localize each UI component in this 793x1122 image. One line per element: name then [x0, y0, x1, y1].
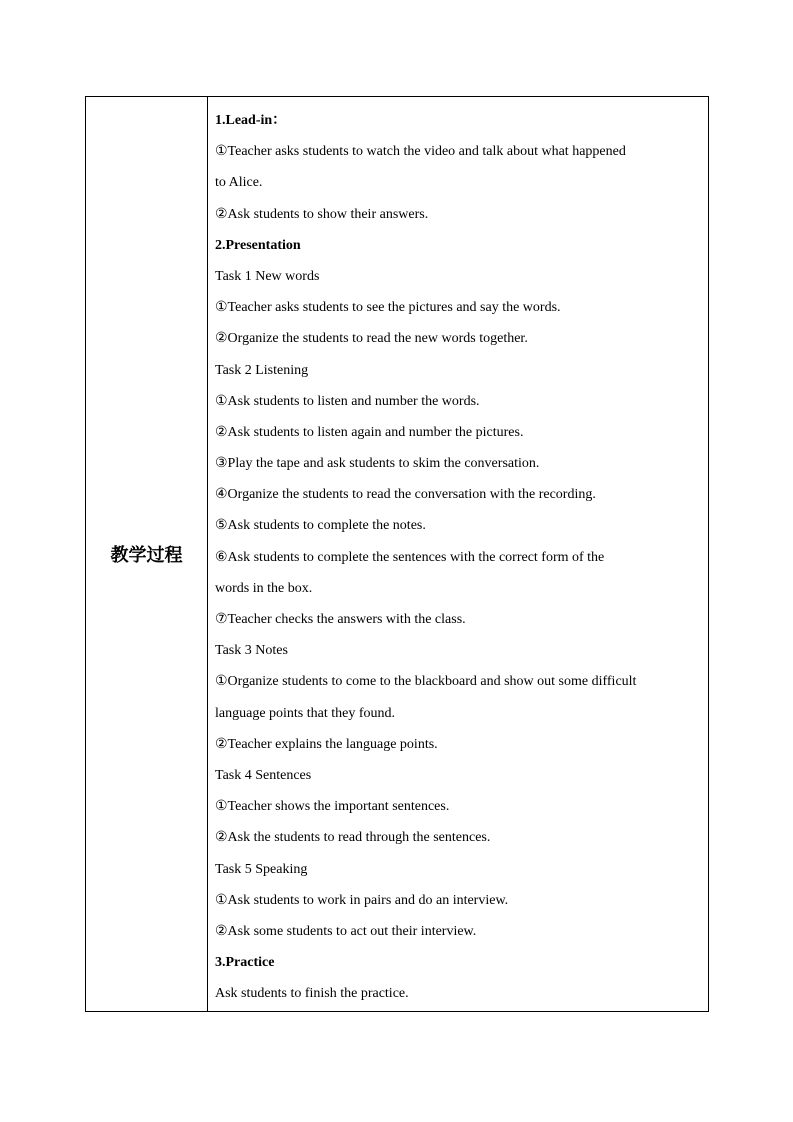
content-line: Task 5 Speaking	[215, 861, 308, 877]
content-line: ②Ask some students to act out their interview.	[215, 923, 477, 939]
content-line: ①Teacher asks students to watch the video and talk about what happened	[215, 144, 626, 160]
content-line: ①Teacher asks students to see the pictures and say the words.	[215, 300, 561, 316]
content-line: ②Ask students to listen again and number the pictures.	[215, 424, 524, 440]
content-line: Task 2 Listening	[215, 362, 309, 378]
content-line: ①Ask students to work in pairs and do an interview.	[215, 892, 509, 908]
content-line: Task 3 Notes	[215, 643, 288, 659]
content-line: language points that they found.	[215, 705, 396, 721]
row-label-cell	[86, 97, 208, 1011]
content-line: ⑦Teacher checks the answers with the class.	[215, 612, 466, 627]
content-cell	[208, 97, 708, 1011]
content-line: words in the box.	[215, 580, 313, 596]
content-line: Ask students to finish the practice.	[215, 986, 409, 1002]
content-line: ④Organize the students to read the conversation with the recording.	[215, 487, 596, 503]
section-heading: 1.Lead-in：	[215, 113, 287, 128]
content-line: ②Teacher explains the language points.	[215, 736, 438, 752]
teaching-process-table	[85, 96, 709, 1012]
content-line: ③Play the tape and ask students to skim the conversation.	[215, 456, 540, 472]
content-line: to Alice.	[215, 175, 263, 191]
content-line: ②Organize the students to read the new words together.	[215, 331, 528, 347]
content-line: Task 1 New words	[215, 268, 320, 284]
content-line: ⑤Ask students to complete the notes.	[215, 518, 426, 534]
content-line: ②Ask students to show their answers.	[215, 206, 429, 222]
row-label: 教学过程	[110, 545, 183, 566]
content-line: ②Ask the students to read through the sentences.	[215, 830, 491, 846]
content-line: ①Organize students to come to the blackboard and show out some difficult	[215, 674, 637, 690]
content-line: ①Teacher shows the important sentences.	[215, 799, 450, 815]
section-heading: 2.Presentation	[215, 237, 301, 253]
section-heading: 3.Practice	[215, 955, 275, 971]
content-line: ①Ask students to listen and number the words.	[215, 393, 480, 409]
content-line: ⑥Ask students to complete the sentences with the correct form of the	[215, 549, 605, 565]
content-line: Task 4 Sentences	[215, 767, 312, 783]
